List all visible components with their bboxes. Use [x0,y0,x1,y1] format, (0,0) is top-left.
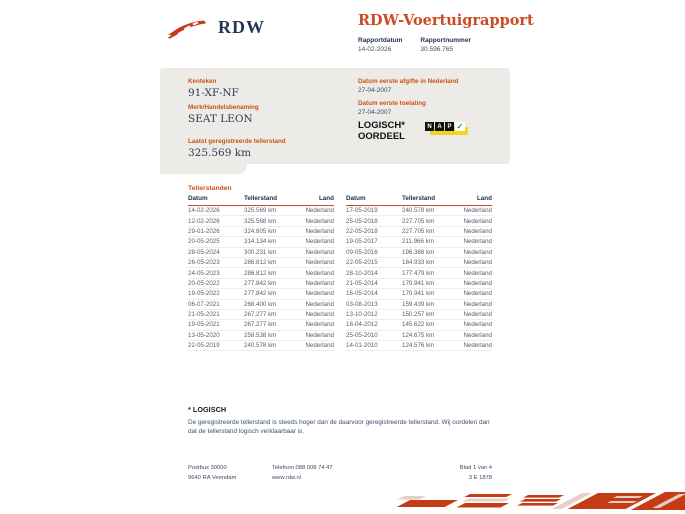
col-land: Land [476,195,492,202]
table-row [346,216,492,226]
cell-land: Nederland [305,300,334,308]
cell-land: Nederland [305,342,334,350]
cell-datum: 20-05-2025 [188,238,220,246]
cell-land: Nederland [305,331,334,339]
table-row [188,268,334,278]
table-row [346,248,492,258]
afgifte-value: 27-04-2007 [358,87,392,94]
logisch-footnote [188,405,494,436]
cell-datum: 13-10-2012 [346,311,378,319]
cell-tellerstand: 267.277 km [244,311,277,319]
cell-land: Nederland [305,248,334,256]
report-date-value: 14-02-2026 [358,46,392,53]
cell-land: Nederland [463,321,492,329]
cell-tellerstand: 159.439 km [402,300,435,308]
footer-address-line1: Postbus 30000 [188,465,227,471]
cell-datum: 21-05-2021 [188,311,220,319]
footer-phone: Telefoon 088 008 74 47 [272,465,333,471]
cell-datum: 12-02-2026 [188,217,220,225]
afgifte-label: Datum eerste afgifte in Nederland [358,78,459,85]
table-body-right [346,206,492,351]
table-row [188,300,334,310]
cell-land: Nederland [305,217,334,225]
oordeel-verdict [358,120,405,142]
cell-land: Nederland [463,238,492,246]
table-row [346,300,492,310]
table-row [346,331,492,341]
table-row [188,216,334,226]
footnote-text: De geregistreerde tellerstand is steeds hoger dan de daarvoor geregistreerde tellerstand. Wij oordelen dan dat de tellerstand logisch verklaarbaar is. [188,419,490,435]
cell-tellerstand: 124.576 km [402,342,435,350]
table-row [188,206,334,216]
rdw-stripes-graphic [370,489,685,513]
table-row [188,310,334,320]
nap-check-icon: ✓ [456,122,464,131]
cell-land: Nederland [463,300,492,308]
report-number-value: 30.596.765 [420,46,453,53]
cell-tellerstand: 267.277 km [244,321,277,329]
col-datum: Datum [346,195,366,202]
table-row [188,227,334,237]
cell-land: Nederland [463,227,492,235]
cell-tellerstand: 286.812 km [244,269,277,277]
tellerstanden-table-right [346,195,492,351]
cell-tellerstand: 314.134 km [244,238,277,246]
cell-tellerstand: 325.568 km [244,217,277,225]
table-row [188,331,334,341]
table-header [188,195,334,206]
cell-datum: 28-10-2014 [346,269,378,277]
cell-land: Nederland [463,207,492,215]
table-row [346,320,492,330]
table-row [346,227,492,237]
cell-land: Nederland [463,342,492,350]
tellerstand-label: Laatst geregistreerde tellerstand [188,138,286,145]
nap-letter-p: P [445,122,454,131]
table-body-left [188,206,334,351]
footer-website[interactable]: www.rdw.nl [272,475,301,481]
cell-tellerstand: 124.675 km [402,331,435,339]
rdw-swoosh-icon [166,12,210,42]
cell-land: Nederland [305,311,334,319]
col-tellerstand: Tellerstand [244,195,278,202]
cell-datum: 25-05-2018 [346,217,378,225]
table-row [188,289,334,299]
col-datum: Datum [188,195,208,202]
kenteken-value: 91-XF-NF [188,87,239,99]
cell-tellerstand: 150.257 km [402,311,435,319]
footer-doc-code: 3 E 1878 [468,475,492,481]
col-tellerstand: Tellerstand [402,195,436,202]
cell-tellerstand: 325.569 km [244,207,277,215]
table-row [188,248,334,258]
table-row [346,279,492,289]
cell-datum: 25-05-2010 [346,331,378,339]
cell-tellerstand: 227.705 km [402,217,435,225]
cell-tellerstand: 170.941 km [402,279,435,287]
card-tail [160,163,247,174]
table-row [188,341,334,351]
cell-tellerstand: 277.842 km [244,290,277,298]
cell-land: Nederland [463,248,492,256]
report-meta [358,37,471,53]
table-row [346,310,492,320]
cell-tellerstand: 227.705 km [402,227,435,235]
cell-tellerstand: 211.966 km [402,238,434,246]
cell-datum: 19-05-2022 [188,290,220,298]
report-title: RDW-Voertuigrapport [358,12,534,29]
table-row [188,279,334,289]
cell-tellerstand: 240.578 km [244,342,277,350]
report-date-label: Rapportdatum [358,37,403,44]
cell-land: Nederland [305,259,334,267]
footnote-title: * LOGISCH [188,405,227,414]
cell-tellerstand: 324.805 km [244,227,277,235]
tellerstanden-tables [188,195,492,351]
report-number-label: Rapportnummer [420,37,471,44]
cell-tellerstand: 196.368 km [402,248,435,256]
toelating-label: Datum eerste toelating [358,100,426,107]
table-row [188,320,334,330]
cell-land: Nederland [305,290,334,298]
cell-datum: 09-05-2016 [346,248,378,256]
nap-logo [425,122,471,140]
cell-datum: 22-05-2015 [346,259,378,267]
cell-land: Nederland [463,311,492,319]
cell-land: Nederland [463,290,492,298]
footer-address-line2: 9640 RA Veendam [188,475,237,481]
cell-datum: 19-05-2017 [346,238,378,246]
cell-datum: 22-05-2019 [188,342,220,350]
cell-land: Nederland [305,207,334,215]
cell-datum: 16-05-2014 [346,290,378,298]
toelating-value: 27-04-2007 [358,109,392,116]
cell-land: Nederland [463,279,492,287]
cell-land: Nederland [305,227,334,235]
table-row [346,341,492,351]
tellerstanden-table-left [188,195,334,351]
table-row [346,237,492,247]
page-footer [188,465,492,481]
cell-tellerstand: 300.231 km [244,248,277,256]
kenteken-label: Kenteken [188,78,217,85]
cell-land: Nederland [305,238,334,246]
cell-datum: 24-05-2023 [188,269,220,277]
cell-datum: 21-05-2014 [346,279,378,287]
cell-datum: 20-05-2022 [188,279,220,287]
cell-tellerstand: 240.578 km [402,207,435,215]
cell-land: Nederland [463,217,492,225]
cell-datum: 14-02-2026 [188,207,220,215]
merk-label: Merk/Handelsbenaming [188,104,259,111]
tellerstand-value: 325.569 km [188,147,252,159]
cell-tellerstand: 184.933 km [402,259,435,267]
col-land: Land [318,195,334,202]
rdw-logo-text: RDW [218,16,265,37]
cell-tellerstand: 286.812 km [244,259,277,267]
cell-tellerstand: 277.842 km [244,279,277,287]
nap-letter-n: N [425,122,434,131]
cell-datum: 26-05-2023 [188,259,220,267]
nap-letter-a: A [435,122,444,131]
cell-datum: 19-05-2021 [188,321,220,329]
merk-value: SEAT LEON [188,113,253,125]
cell-tellerstand: 170.941 km [402,290,435,298]
tellerstanden-section-title: Tellerstanden [188,185,232,192]
oordeel-line2: OORDEEL [358,131,405,142]
cell-land: Nederland [305,269,334,277]
cell-land: Nederland [463,259,492,267]
table-row [346,268,492,278]
cell-datum: 03-08-2013 [346,300,378,308]
cell-datum: 06-07-2021 [188,300,220,308]
cell-datum: 13-05-2020 [188,331,220,339]
cell-datum: 18-04-2012 [346,321,378,329]
cell-tellerstand: 258.538 km [244,331,277,339]
table-row [346,258,492,268]
cell-datum: 29-01-2026 [188,227,220,235]
cell-land: Nederland [305,279,334,287]
cell-datum: 22-05-2018 [346,227,378,235]
cell-datum: 17-05-2019 [346,207,378,215]
table-row [346,206,492,216]
vehicle-summary-card [160,68,510,164]
table-row [188,237,334,247]
cell-land: Nederland [463,331,492,339]
cell-datum: 14-01-2010 [346,342,378,350]
cell-land: Nederland [463,269,492,277]
cell-datum: 28-05-2024 [188,248,220,256]
table-row [188,258,334,268]
table-header [346,195,492,206]
oordeel-line1: LOGISCH* [358,120,405,131]
cell-land: Nederland [305,321,334,329]
rdw-logo [166,12,265,42]
cell-tellerstand: 177.479 km [402,269,435,277]
table-row [346,289,492,299]
cell-tellerstand: 268.400 km [244,300,277,308]
cell-tellerstand: 145.622 km [402,321,435,329]
footer-page-number: Blad 1 van 4 [459,465,492,471]
